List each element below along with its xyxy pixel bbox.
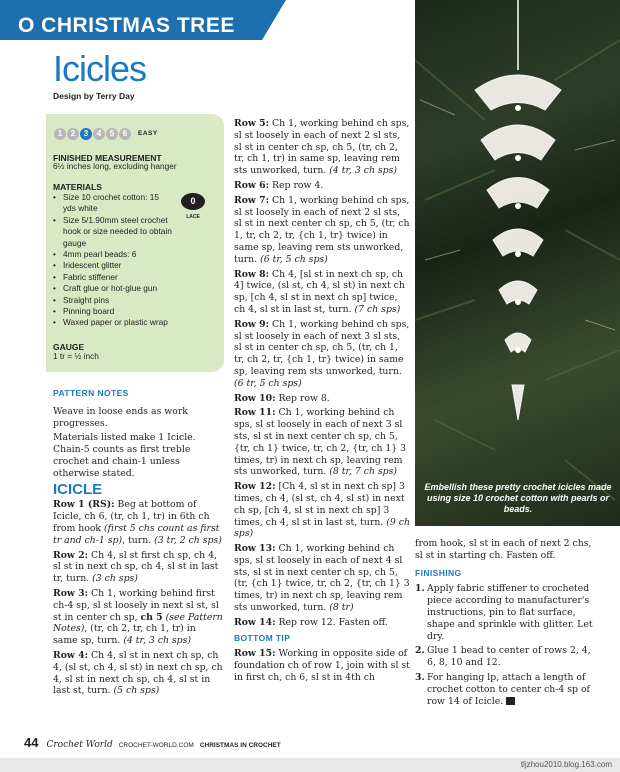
list-item: • 4mm pearl beads: 6 (53, 249, 221, 260)
list-item: • Fabric stiffener (53, 272, 221, 283)
page-footer (24, 735, 281, 750)
skill-dot: 4 (93, 128, 105, 140)
list-item: 3. For hanging lp, attach a length of crochet cotton to center ch-4 sp of row 14 of Icicle. (415, 671, 590, 707)
section-banner (0, 0, 262, 40)
row-1: Row 1 (RS): Beg at bottom of Icicle, ch 6, (tr, ch 1, tr) in 6th ch from hook (first 5 chs count as first tr and ch-1 sp), turn. (3 tr, 2 ch sps) (53, 499, 222, 546)
row-14: Row 14: Rep row 12. Fasten off. (234, 616, 388, 628)
skill-dot-active: 3 (80, 128, 92, 140)
list-item: 2. Glue 1 bead to center of rows 2, 4, 6, 8, 10 and 12. (415, 645, 591, 669)
skill-dot: 1 (54, 128, 66, 140)
gauge-heading: GAUGE (53, 342, 85, 352)
skill-dot: 5 (106, 128, 118, 140)
ornament-illustration (415, 0, 620, 526)
yarn-weight-label: LACE (186, 214, 200, 220)
gauge-value: 1 tr = ½ inch (53, 351, 99, 361)
row-8: Row 8: Ch 4, [sl st in next ch sp, ch 4] twice, (sl st, ch 4, sl st) in next ch sp, [ch 4, sl st in next ch sp] twice, ch 4, sl st in last st, turn. (7 ch sps) (234, 268, 405, 315)
end-mark-icon (506, 697, 515, 705)
list-item: • Craft glue or hot-glue gun (53, 283, 221, 294)
column-3 (415, 538, 600, 710)
column-1 (53, 388, 223, 700)
designer-credit: Design by Terry Day (53, 91, 135, 101)
materials-heading: MATERIALS (53, 182, 102, 192)
list-item: • Waxed paper or plastic wrap (53, 317, 221, 328)
list-item: • Straight pins (53, 295, 221, 306)
icicle-heading: ICICLE (53, 480, 103, 498)
finished-heading: FINISHED MEASUREMENT (53, 153, 162, 163)
skill-label: EASY (138, 130, 158, 138)
note-paragraph: Weave in loose ends as work progresses. (53, 405, 188, 429)
note-paragraph: Materials listed make 1 Icicle. Chain-5 counts as first treble crochet and chain-1 unless otherwise stated. (53, 432, 196, 479)
yarn-weight-icon (181, 193, 205, 221)
list-item: • Size 5/1.90mm steel crochet hook or size needed to obtain gauge (53, 215, 178, 249)
row-7: Row 7: Ch 1, working behind ch sps, sl st loosely in each of next 2 sl sts, sl st in next center ch sp, ch 5, (tr, ch 1, tr, ch 2, tr, {ch 1, tr} twice) in same sp, leaving rem sts unworked, turn. (6 tr, 5 ch sps) (234, 194, 410, 265)
row-10: Row 10: Rep row 8. (234, 392, 330, 404)
site-url: CROCHET-WORLD.COM (118, 742, 194, 749)
row-15: Row 15: Working in opposite side of foundation ch of row 1, join with sl st in first ch, ch 6, sl st in 4th ch (234, 648, 410, 684)
pattern-notes-heading: PATTERN NOTES (53, 388, 129, 398)
finished-value: 6½ inches long, excluding hanger (53, 161, 177, 171)
row-6: Row 6: Rep row 4. (234, 179, 324, 191)
icicle-photo (415, 0, 620, 526)
section-name: CHRISTMAS IN CROCHET (199, 742, 281, 749)
row-5: Row 5: Ch 1, working behind ch sps, sl st loosely in each of next 2 sl sts, sl st in center ch sp, ch 5, (tr, ch 2, tr, ch 1, tr) in same sp, leaving rem sts unworked, turn. (4 tr, 3 ch sps) (234, 118, 410, 177)
column-2 (234, 118, 410, 687)
photo-caption: Embellish these pretty crochet icicles made using size 10 crochet cotton with pearls or beads. (424, 482, 612, 514)
skill-level (54, 128, 158, 140)
list-item: • Iridescent glitter (53, 260, 221, 271)
row-13: Row 13: Ch 1, working behind ch sps, sl st loosely in each of next 4 sl sts, sl st in next center ch sp, ch 5, (tr, {ch 1} twice, tr, ch 2, {tr, ch 1} 3 times, tr) in next ch sp, leaving rem sts unworked, turn. (8 tr) (234, 543, 410, 614)
row-3: Row 3: Ch 1, working behind first ch-4 sp, sl st loosely in next sl st, sl st in center ch sp, ch 5 (see Pattern Notes), (tr, ch 2, tr, ch 1, tr) in same sp, turn. (4 tr, 3 ch sps) (53, 587, 223, 647)
list-item: • Size 10 crochet cotton: 15 yds white (53, 192, 173, 215)
yarn-weight-number: 0 (181, 193, 205, 210)
info-box (46, 114, 224, 372)
banner-text: O CHRISTMAS TREE (18, 14, 235, 37)
list-item: 1. Apply fabric stiffener to crocheted piece according to manufacturer's instructions, pin to flat surface, shape and sprinkle with glitter. Let dry. (415, 583, 593, 642)
row-11: Row 11: Ch 1, working behind ch sps, sl st loosely in each of next 3 sl sts, sl st in next center ch sp, ch 5, {tr, ch 1} twice, tr, ch 2, {tr, ch 1} 3 times, tr) in next ch sp, leaving rem sts unworked, turn. (8 tr, 7 ch sps) (234, 407, 407, 478)
bottom-tip-heading: BOTTOM TIP (234, 632, 291, 643)
page-number: 44 (24, 735, 39, 750)
skill-dot: 2 (67, 128, 79, 140)
list-item: • Pinning board (53, 306, 221, 317)
skill-dot: 6 (119, 128, 131, 140)
row-9: Row 9: Ch 1, working behind ch sps, sl st loosely in each of next 3 sl sts, sl st in center ch sp, ch 5, (tr, ch 1, tr, ch 2, tr, {ch 1, tr} twice) in same sp, leaving rem sts unworked, turn. (6 tr, 5 ch sps) (234, 318, 410, 389)
finishing-list (415, 583, 600, 707)
page-title: Icicles (53, 48, 147, 89)
row-12: Row 12: [Ch 4, sl st in next ch sp] 3 times, ch 4, (sl st, ch 4, sl st) in next ch sp, [ch 4, sl st in next ch sp] 3 times, ch 4, sl st in last st, turn. (9 ch sps) (234, 481, 410, 540)
magazine-name: Crochet World (46, 740, 113, 750)
row-4: Row 4: Ch 4, sl st in next ch sp, ch 4, (sl st, ch 4, sl st) in next ch sp, ch 4, sl st in next ch sp, ch 4, sl st in last st, turn. (5 ch sps) (53, 649, 223, 697)
row-2: Row 2: Ch 4, sl st first ch sp, ch 4, sl st in next ch sp, ch 4, sl st in last tr, turn. (3 ch sps) (53, 549, 219, 585)
row-15-continued: from hook, sl st in each of next 2 chs, sl st in starting ch. Fasten off. (415, 538, 592, 561)
finishing-heading: FINISHING (415, 567, 462, 578)
watermark: tljzhou2010.blog.163.com (0, 758, 620, 772)
